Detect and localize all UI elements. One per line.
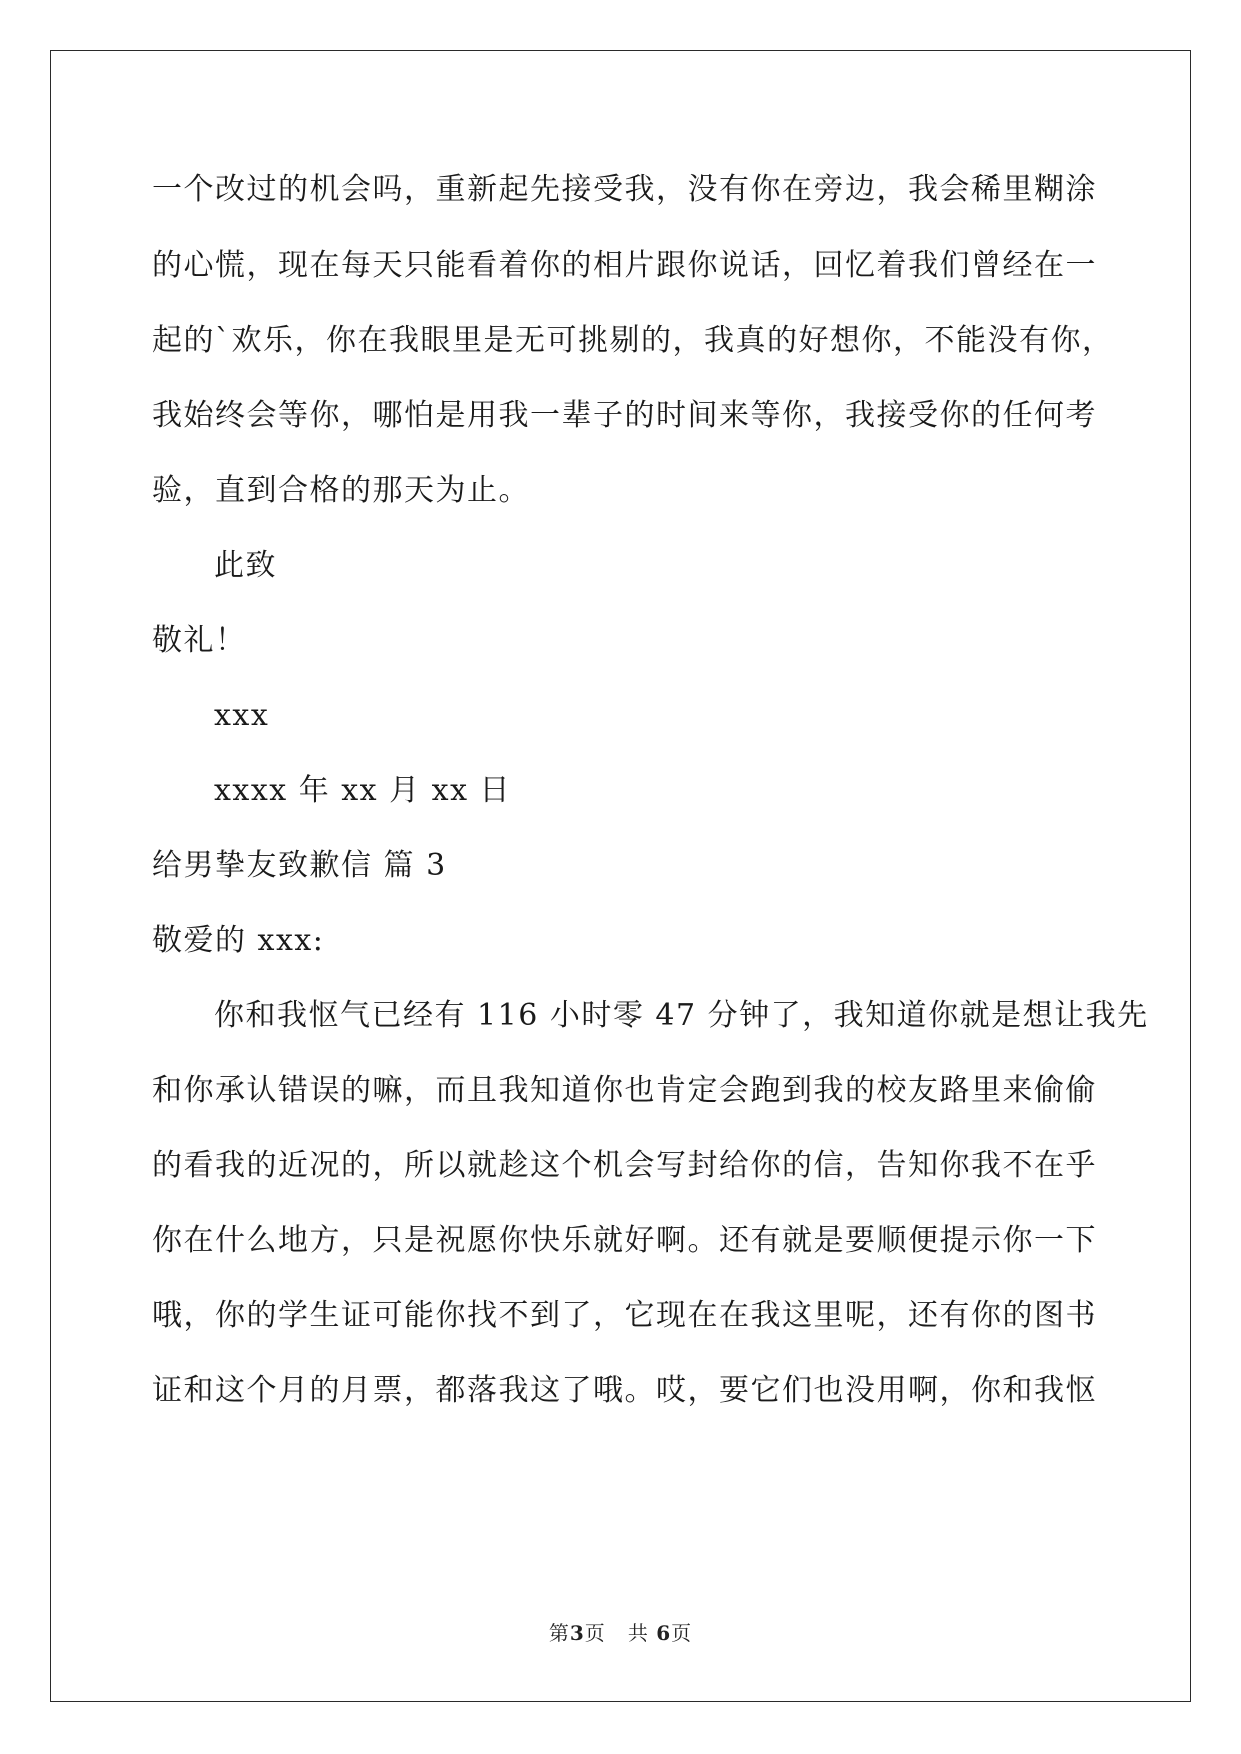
signature-name: xxx — [214, 698, 270, 733]
footer-total-unit: 页 — [671, 1621, 693, 1645]
body-line-4: 我始终会等你，哪怕是用我一辈子的时间来等你，我接受你的任何考 — [152, 398, 1097, 433]
body-line-9: 你在什么地方，只是祝愿你快乐就好啊。还有就是要顺便提示你一下 — [152, 1223, 1097, 1258]
footer-total-pages: 6 — [656, 1621, 672, 1645]
page-footer — [0, 1620, 1241, 1646]
body-line-6: 你和我怄气已经有 116 小时零 47 分钟了，我知道你就是想让我先 — [214, 998, 1149, 1033]
salutation: 敬爱的 xxx: — [152, 923, 325, 958]
footer-page-number: 3 — [569, 1621, 585, 1645]
body-line-3: 起的`欢乐，你在我眼里是无可挑剔的，我真的好想你，不能没有你， — [152, 323, 1114, 358]
signature-date: xxxx 年 xx 月 xx 日 — [214, 773, 512, 808]
closing-jingli: 敬礼！ — [152, 623, 247, 658]
body-line-5: 验，直到合格的那天为止。 — [152, 473, 530, 508]
body-line-1: 一个改过的机会吗，重新起先接受我，没有你在旁边，我会稀里糊涂 — [152, 172, 1097, 207]
footer-prefix: 第 — [548, 1621, 570, 1645]
body-line-7: 和你承认错误的嘛，而且我知道你也肯定会跑到我的校友路里来偷偷 — [152, 1073, 1097, 1108]
closing-cizhi: 此致 — [214, 548, 277, 583]
body-line-10: 哦，你的学生证可能你找不到了，它现在在我这里呢，还有你的图书 — [152, 1298, 1097, 1333]
body-line-2: 的心慌，现在每天只能看着你的相片跟你说话，回忆着我们曾经在一 — [152, 248, 1097, 283]
body-line-8: 的看我的近况的，所以就趁这个机会写封给你的信，告知你我不在乎 — [152, 1148, 1097, 1183]
section-heading: 给男挚友致歉信 篇 3 — [152, 848, 447, 883]
body-line-11: 证和这个月的月票，都落我这了哦。哎，要它们也没用啊，你和我怄 — [152, 1373, 1097, 1408]
footer-total-prefix: 共 — [627, 1621, 649, 1645]
footer-page-unit: 页 — [584, 1621, 606, 1645]
